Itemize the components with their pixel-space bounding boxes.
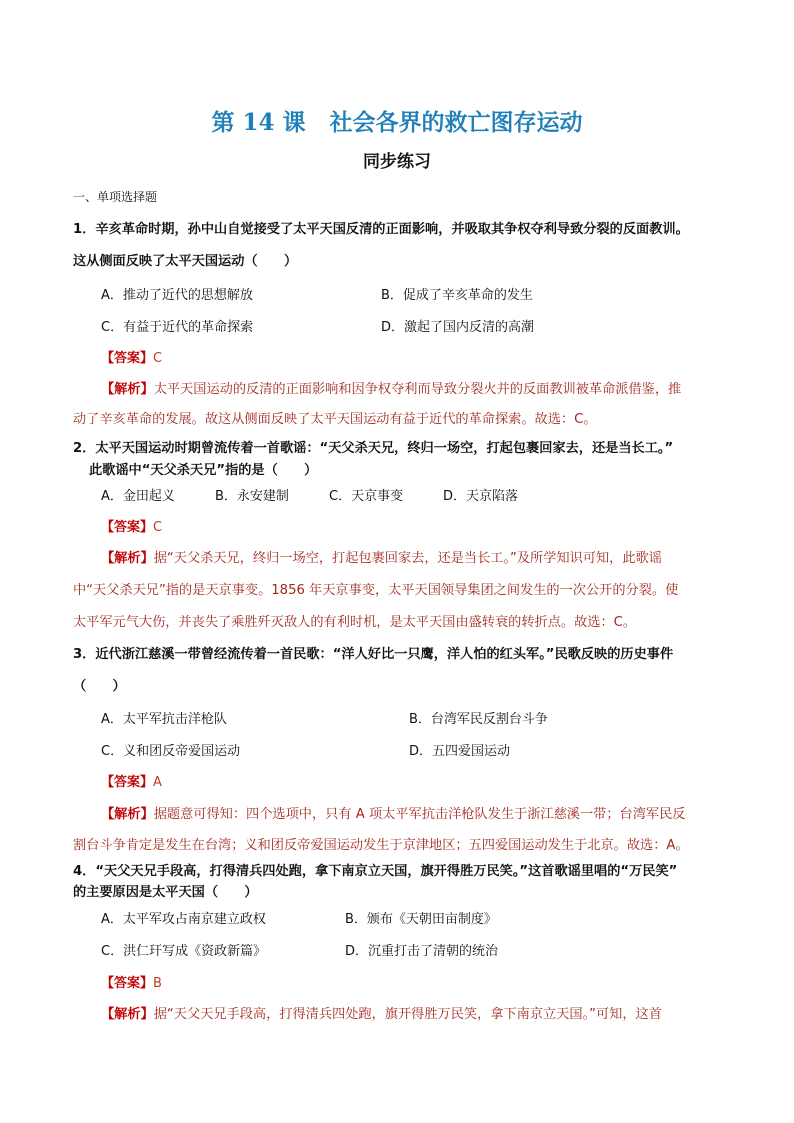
question-1-stem-line1: 1．辛亥革命时期，孙中山自觉接受了太平天国反清的正面影响，并吸取其争权夺利导致分裂的反面教训。 xyxy=(73,222,689,237)
analysis-tag: 【解析】 xyxy=(101,807,154,822)
question-4-stem-line2: 的主要原因是太平天国（ ） xyxy=(73,885,258,900)
question-3-analysis-line2: 割台斗争肯定是发生在台湾；义和团反帝爱国运动发生于京津地区；五四爱国运动发生于北京。故选：A。 xyxy=(73,838,689,853)
question-3-stem-line2: （ ） xyxy=(73,679,126,694)
question-1-option-a: A．推动了近代的思想解放 xyxy=(101,288,253,303)
answer-tag: 【答案】 xyxy=(101,351,154,366)
answer-value: A xyxy=(153,775,162,790)
question-1-analysis-line1 xyxy=(101,378,681,397)
question-3-option-b: B．台湾军民反割台斗争 xyxy=(409,712,548,727)
question-2-stem-line2: 此歌谣中“天父杀天兄”指的是（ ） xyxy=(89,463,318,478)
question-2-analysis-line1 xyxy=(101,547,662,566)
analysis-text: 据题意可得知：四个选项中，只有 A 项太平军抗击洋枪队发生于浙江慈溪一带；台湾军民反 xyxy=(153,807,686,822)
answer-tag: 【答案】 xyxy=(101,976,154,991)
question-4-option-d: D．沉重打击了清朝的统治 xyxy=(345,944,499,959)
question-1-analysis-line2: 动了辛亥革命的发展。故这从侧面反映了太平天国运动有益于近代的革命探索。故选：C。 xyxy=(73,412,597,427)
question-2-option-c: C．天京事变 xyxy=(329,489,404,504)
question-3-stem-line1: 3．近代浙江慈溪一带曾经流传着一首民歌：“洋人好比一只鹰，洋人怕的红头军。”民歌反映的历史事件 xyxy=(73,647,674,662)
question-1-stem-line2: 这从侧面反映了太平天国运动（ ） xyxy=(73,254,298,269)
question-1-option-b: B．促成了辛亥革命的发生 xyxy=(381,288,533,303)
analysis-tag: 【解析】 xyxy=(101,551,154,566)
lesson-number: 第 14 课 xyxy=(211,109,306,136)
question-4-stem-line1: 4．“天父天兄手段高，打得清兵四处跑，拿下南京立天国，旗开得胜万民笑。”这首歌谣里唱的“万民笑” xyxy=(73,864,678,879)
question-2-answer xyxy=(101,516,162,535)
question-2-option-a: A．金田起义 xyxy=(101,489,175,504)
question-3-option-a: A．太平军抗击洋枪队 xyxy=(101,712,227,727)
question-3-option-d: D．五四爱国运动 xyxy=(409,744,511,759)
analysis-tag: 【解析】 xyxy=(101,1007,154,1022)
question-4-analysis-line1 xyxy=(101,1003,662,1022)
question-2-analysis-line2: 中“天父杀天兄”指的是天京事变。1856 年天京事变，太平天国领导集团之间发生的一次公开的分裂。使 xyxy=(73,583,679,598)
question-4-answer xyxy=(101,972,162,991)
answer-value: C xyxy=(153,520,163,535)
question-1-answer xyxy=(101,347,162,366)
question-2-option-b: B．永安建制 xyxy=(215,489,289,504)
answer-value: B xyxy=(153,976,162,991)
question-2-analysis-line3: 太平军元气大伤，并丧失了乘胜歼灭敌人的有利时机，是太平天国由盛转衰的转折点。故选：C。 xyxy=(73,615,637,630)
analysis-text: 据“天父天兄手段高，打得清兵四处跑，旗开得胜万民笑，拿下南京立天国。”可知，这首 xyxy=(153,1007,662,1022)
answer-tag: 【答案】 xyxy=(101,520,154,535)
page-subtitle: 同步练习 xyxy=(363,152,431,172)
section-heading: 一、单项选择题 xyxy=(73,190,158,204)
question-4-option-a: A．太平军攻占南京建立政权 xyxy=(101,912,266,927)
question-1-option-d: D．激起了国内反清的高潮 xyxy=(381,320,535,335)
question-2-stem-line1: 2．太平天国运动时期曾流传着一首歌谣：“天父杀天兄，终归一场空，打起包裹回家去，还是当长工。” xyxy=(73,441,674,456)
question-2-option-d: D．天京陷落 xyxy=(443,489,519,504)
analysis-text: 太平天国运动的反清的正面影响和因争权夺利而导致分裂火并的反面教训被革命派借鉴，推 xyxy=(153,382,682,397)
question-3-answer xyxy=(101,771,162,790)
lesson-title: 社会各界的救亡图存运动 xyxy=(329,109,583,136)
answer-tag: 【答案】 xyxy=(101,775,154,790)
analysis-text: 据“天父杀天兄，终归一场空，打起包裹回家去，还是当长工。”及所学知识可知，此歌谣 xyxy=(153,551,662,566)
question-1-option-c: C．有益于近代的革命探索 xyxy=(101,320,254,335)
question-3-option-c: C．义和团反帝爱国运动 xyxy=(101,744,241,759)
page-title xyxy=(0,104,794,137)
question-4-option-c: C．洪仁玕写成《资政新篇》 xyxy=(101,944,267,959)
analysis-tag: 【解析】 xyxy=(101,382,154,397)
question-4-option-b: B．颁布《天朝田亩制度》 xyxy=(345,912,497,927)
question-3-analysis-line1 xyxy=(101,803,685,822)
answer-value: C xyxy=(153,351,163,366)
